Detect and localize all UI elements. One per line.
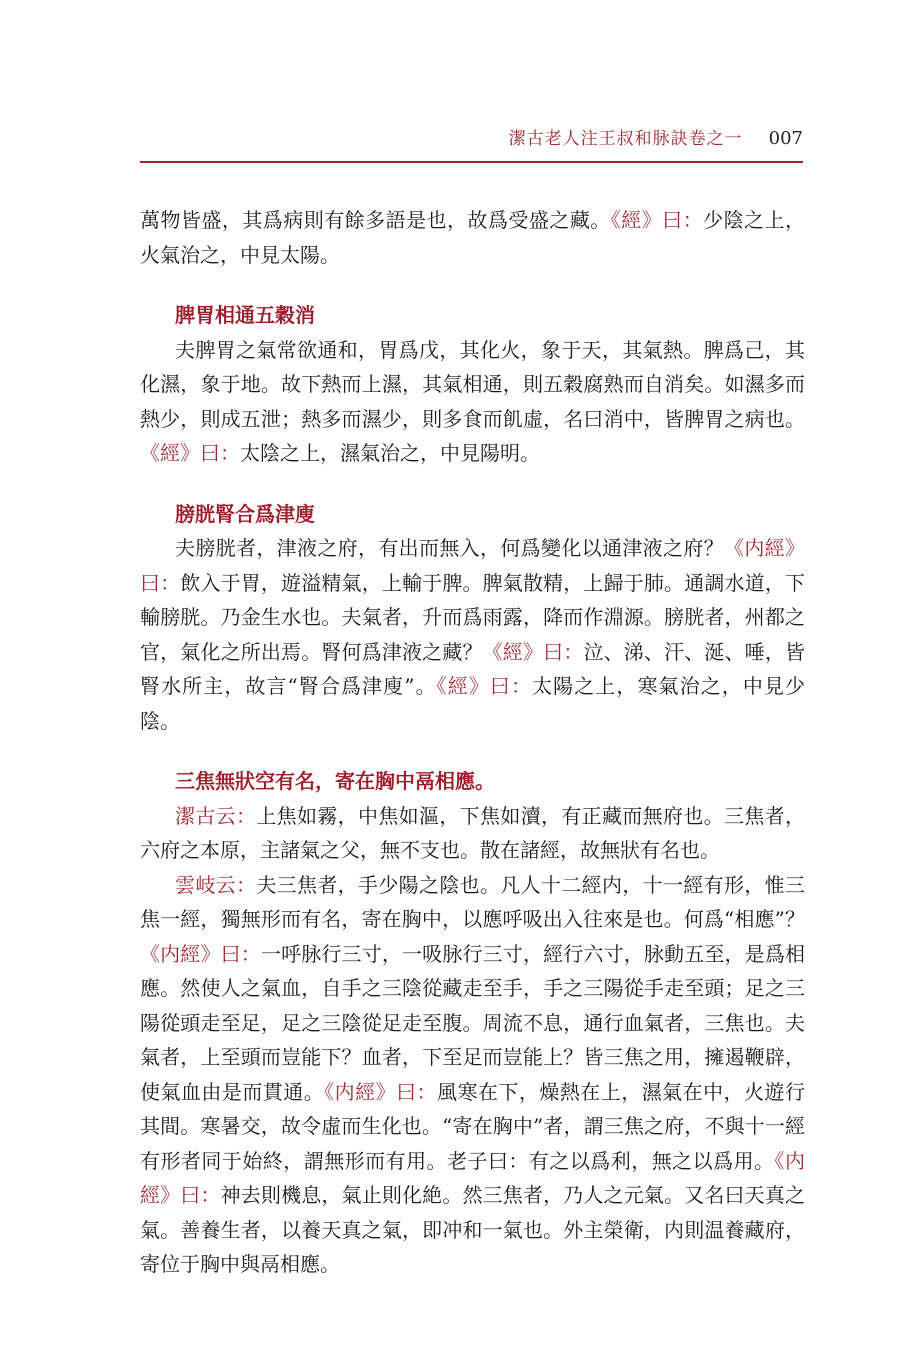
s3-commentator-yunqi: 雲岐云： <box>175 872 257 897</box>
section-paragraph-yunqi-commentary <box>140 868 805 1282</box>
section-heading-bladder-kidney: 膀胱腎合爲津廋 <box>175 501 315 526</box>
s3-classic-ref-3: 《内經》曰： <box>140 1148 805 1207</box>
s1-text-a: 夫脾胃之氣常欲通和，胃爲戊，其化火，象于天，其氣熱。脾爲己，其化濕，象于地。故下熱而上濕，其氣相通，則五穀腐熟而自消矣。如濕多而熱少，則成五泄；熱多而濕少，則多食而飢虛，名曰消中，皆脾胃之病也。 <box>140 337 805 431</box>
s3-classic-ref-2: 《内經》曰： <box>324 1079 438 1104</box>
intro-text-b: 少陰之上，火氣治之，中見太陽。 <box>140 208 805 267</box>
s3-p2-text-a: 夫三焦者，手少陽之陰也。凡人十二經内，十一經有形，惟三焦一經，獨無形而有名，寄在胸中，以應呼吸出入往來是也。何爲“相應”？ <box>140 872 806 931</box>
running-header <box>140 124 803 149</box>
page-number: 007 <box>768 128 803 149</box>
s2-text-a: 夫膀胱者，津液之府，有出而無入，何爲變化以通津液之府？ <box>175 536 724 560</box>
s2-classic-ref-2: 《經》曰： <box>482 639 584 664</box>
section-heading-spleen-stomach: 脾胃相通五穀消 <box>175 303 315 327</box>
s3-p1-text: 上焦如霧，中焦如漚，下焦如瀆，有正藏而無府也。三焦者，六府之本原，主諸氣之父，無不支也。散在諸經，故無狀有名也。 <box>140 803 806 862</box>
running-title: 潔古老人注王叔和脉訣卷之一 <box>508 129 743 149</box>
section-heading-san-jiao: 三焦無狀空有名，寄在胸中鬲相應。 <box>175 769 495 793</box>
s3-p2-text-d: 神去則機息，氣止則化絶。然三焦者，乃人之元氣。又名曰天真之氣。善養生者，以養天真之氣，即冲和一氣也。外主榮衛，内則温養藏府，寄位于胸中與鬲相應。 <box>140 1183 805 1276</box>
s2-text-c: 泣、涕、汗、涎、唾，皆腎水所主，故言“腎合爲津廋”。 <box>140 639 805 698</box>
intro-classic-ref: 《經》曰： <box>610 208 704 232</box>
s3-commentator-jiegu: 潔古云： <box>175 803 257 828</box>
section-paragraph-bladder-kidney <box>140 531 805 738</box>
s2-classic-ref-3: 《經》曰： <box>436 674 533 698</box>
s3-classic-ref-1: 《内經》曰： <box>140 941 261 966</box>
section-paragraph-spleen-stomach <box>140 333 805 471</box>
page-body <box>140 203 805 1282</box>
intro-paragraph <box>140 203 805 272</box>
s3-p2-text-b: 一呼脉行三寸，一吸脉行三寸，經行六寸，脉動五至，是爲相應。然使人之氣血，自手之三陰從藏走至手，手之三陽從手走至頭；足之三陽從頭走至足，足之三陰從足走至腹。周流不息，通行血氣者，三焦也。夫氣者，上至頭而豈能下？血者，下至足而豈能上？皆三焦之用，擁遏鞭辟，使氣血由是而貫通。 <box>140 941 805 1104</box>
s1-classic-ref: 《經》曰： <box>140 441 240 465</box>
s2-text-b: 飲入于胃，遊溢精氣，上輸于脾。脾氣散精，上歸于肺。通調水道，下輸膀胱。乃金生水也。夫氣者，升而爲雨露，降而作淵源。膀胱者，州都之官，氣化之所出焉。腎何爲津液之藏？ <box>140 570 805 664</box>
intro-text-a: 萬物皆盛，其爲病則有餘多語是也，故爲受盛之藏。 <box>140 208 611 232</box>
s3-p2-text-c: 風寒在下，燥熱在上，濕氣在中，火遊行其間。寒暑交，故令虛而生化也。“寄在胸中”者，謂三焦之府，不與十一經有形者同于始終，謂無形而有用。老子曰：有之以爲利，無之以爲用。 <box>140 1079 805 1173</box>
header-rule <box>140 161 803 163</box>
s1-text-b: 太陰之上，濕氣治之，中見陽明。 <box>240 441 540 465</box>
section-paragraph-jiegu-commentary <box>140 799 805 868</box>
s2-classic-ref-1: 《内經》曰： <box>140 536 806 595</box>
s2-text-d: 太陽之上，寒氣治之，中見少陰。 <box>140 674 806 733</box>
